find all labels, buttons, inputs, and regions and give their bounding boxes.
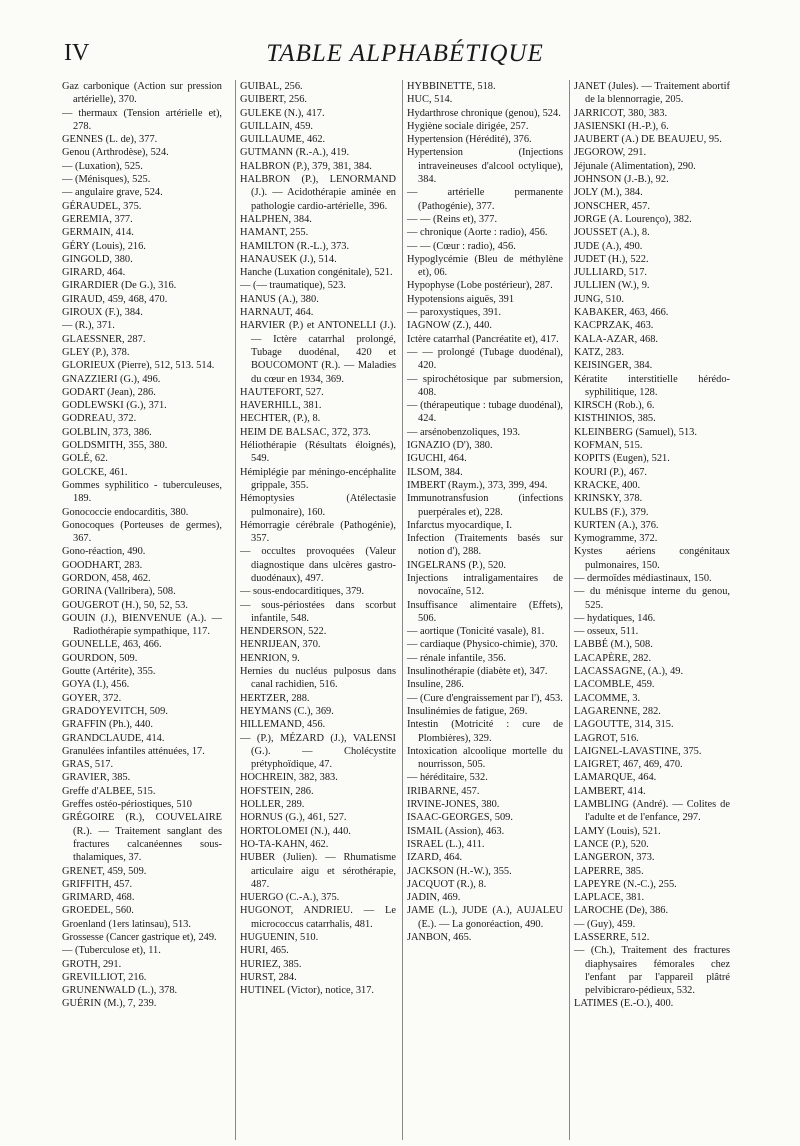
index-entry: KEISINGER, 384. bbox=[574, 360, 653, 372]
index-entry: Intestin (Motricité : cure de Plombières), 329. bbox=[407, 719, 563, 744]
index-entry: HAMILTON (R.-L.), 373. bbox=[240, 240, 350, 252]
index-entry: Gonococcie endocarditis, 380. bbox=[62, 506, 189, 518]
index-entry: JULLIARD, 517. bbox=[574, 267, 648, 279]
index-entry: HILLEMAND, 456. bbox=[240, 719, 326, 731]
index-entry: GOODHART, 283. bbox=[62, 559, 143, 571]
index-entry: KOURI (P.), 467. bbox=[574, 466, 648, 478]
index-entry: LAMBLING (André). — Colites de l'adulte et de l'enfance, 297. bbox=[574, 799, 730, 824]
index-entry: KACPRZAK, 463. bbox=[574, 320, 654, 332]
index-entry: Genou (Arthrodèse), 524. bbox=[62, 147, 169, 159]
index-entry: GENNES (L. de), 377. bbox=[62, 134, 158, 146]
index-entry: — (Ch.), Traitement des fractures diaphysaires fémorales chez l'enfant par l'appareil plâtré pelvibicraro-pédieux, 532. bbox=[574, 945, 730, 997]
index-entry: GROTH, 291. bbox=[62, 958, 122, 970]
index-entry: JULLIEN (W.), 9. bbox=[574, 280, 650, 292]
index-entry: GOLBLIN, 373, 386. bbox=[62, 426, 152, 438]
index-entry: Hémiplégie par méningo-encéphalite grippale, 355. bbox=[240, 466, 396, 491]
index-entry: Hanche (Luxation congénitale), 521. bbox=[240, 267, 393, 279]
index-entry: GLEY (P.), 378. bbox=[62, 346, 130, 358]
index-entry: GRUNENWALD (L.), 378. bbox=[62, 985, 178, 997]
index-entry: JADIN, 469. bbox=[407, 892, 461, 904]
index-entry: GORINA (Vallribera), 508. bbox=[62, 586, 176, 598]
index-entry: HUC, 514. bbox=[407, 94, 453, 106]
index-entry: IMBERT (Raym.), 373, 399, 494. bbox=[407, 479, 548, 491]
index-entry: IRVINE-JONES, 380. bbox=[407, 799, 500, 811]
index-entry: — artérielle permanente (Pathogénie), 377. bbox=[407, 187, 563, 212]
index-entry: HARNAUT, 464. bbox=[240, 307, 314, 319]
index-entry: Immunotransfusion (infections puerpérales et), 228. bbox=[407, 493, 563, 518]
index-entry: Intoxication alcoolique mortelle du nourrisson, 505. bbox=[407, 745, 563, 771]
index-entry: GERMAIN, 414. bbox=[62, 227, 134, 239]
page-number: IV bbox=[64, 40, 90, 66]
index-entry: LAGOUTTE, 314, 315. bbox=[574, 719, 674, 731]
index-entry: GRADOYEVITCH, 509. bbox=[62, 705, 168, 717]
index-entry: LAGARENNE, 282. bbox=[574, 705, 661, 717]
index-entry: LAMY (Louis), 521. bbox=[574, 825, 661, 837]
index-entry: — rénale infantile, 356. bbox=[407, 652, 506, 664]
index-entry: GUÉRIN (M.), 7, 239. bbox=[62, 998, 157, 1010]
index-entry: HENRIJEAN, 370. bbox=[240, 639, 321, 651]
index-entry: LACOMBLE, 459. bbox=[574, 679, 655, 691]
index-entry: LAPLACE, 381. bbox=[574, 892, 645, 904]
index-entry: HO-TA-KAHN, 462. bbox=[240, 838, 329, 850]
index-entry: GOYA (I.), 456. bbox=[62, 679, 130, 691]
index-entry: GRIMARD, 468. bbox=[62, 892, 135, 904]
index-entry: JANBON, 465. bbox=[407, 932, 472, 943]
index-entry: GODART (Jean), 286. bbox=[62, 386, 156, 398]
index-entry: — (— traumatique), 523. bbox=[240, 280, 346, 292]
index-entry: GULEKE (N.), 417. bbox=[240, 107, 325, 119]
index-entry: LACASSAGNE, (A.), 49. bbox=[574, 666, 684, 678]
index-entry: GREVILLIOT, 216. bbox=[62, 971, 147, 983]
index-entry: GRAFFIN (Ph.), 440. bbox=[62, 719, 153, 731]
index-entry: JUNG, 510. bbox=[574, 293, 624, 305]
index-entry: GLAESSNER, 287. bbox=[62, 333, 146, 345]
index-entry: KISTHINIOS, 385. bbox=[574, 413, 656, 425]
index-entry: GUILLAUME, 462. bbox=[240, 134, 326, 146]
index-entry: — — prolongé (Tubage duodénal), 420. bbox=[407, 346, 563, 372]
index-entry: IGUCHI, 464. bbox=[407, 453, 467, 465]
index-entry: Kératite interstitielle hérédo-syphilitique, 128. bbox=[574, 373, 730, 398]
index-entry: Gommes syphilitico - tuberculeuses, 189. bbox=[62, 479, 222, 505]
index-entry: IZARD, 464. bbox=[407, 852, 463, 864]
index-entry: JORGE (A. Lourenço), 382. bbox=[574, 213, 692, 225]
index-entry: KRACKE, 400. bbox=[574, 479, 641, 491]
index-entry: ILSOM, 384. bbox=[407, 466, 463, 478]
index-entry: Infarctus myocardique, I. bbox=[407, 519, 513, 531]
index-entry: GINGOLD, 380. bbox=[62, 253, 133, 265]
index-entry: LATIMES (E.-O.), 400. bbox=[574, 998, 674, 1010]
index-entry: HALBRON (P.), LENORMAND (J.). — Acidothérapie aminée en pathologie cardio-artérielle, 396. bbox=[240, 174, 396, 212]
index-entry: GRIFFITH, 457. bbox=[62, 878, 133, 890]
index-entry: HYBBINETTE, 518. bbox=[407, 81, 496, 92]
index-entry: HENRION, 9. bbox=[240, 652, 300, 664]
index-entry: ISAAC-GEORGES, 509. bbox=[407, 812, 513, 824]
index-entry: IAGNOW (Z.), 440. bbox=[407, 320, 492, 332]
index-entry: — (R.), 371. bbox=[62, 320, 115, 332]
index-entry: GIROUX (F.), 384. bbox=[62, 307, 143, 319]
index-entry: GNAZZIERI (G.), 496. bbox=[62, 373, 161, 385]
index-entry: Hypophyse (Lobe postérieur), 287. bbox=[407, 280, 553, 292]
index-entry: LACAPÈRE, 282. bbox=[574, 652, 652, 664]
index-entry: — (Tuberculose et), 11. bbox=[62, 945, 161, 957]
index-entry: — du ménisque interne du genou, 525. bbox=[574, 586, 730, 611]
index-entry: Granulées infantiles atténuées, 17. bbox=[62, 745, 205, 757]
index-entry: JARRICOT, 380, 383. bbox=[574, 107, 668, 119]
index-entry: INGELRANS (P.), 520. bbox=[407, 559, 506, 571]
index-entry: Gonocoques (Porteuses de germes), 367. bbox=[62, 519, 222, 545]
index-entry: JAUBERT (A.) DE BEAUJEU, 95. bbox=[574, 134, 722, 146]
index-entry: JAME (L.), JUDE (A.), AUJALEU (E.). — La gonoréaction, 490. bbox=[407, 905, 563, 930]
index-entry: — (thérapeutique : tubage duodénal), 424. bbox=[407, 400, 563, 425]
index-entry: GUIBERT, 256. bbox=[240, 94, 308, 106]
index-entry: LANGERON, 373. bbox=[574, 852, 655, 864]
index-entry: Hémoptysies (Atélectasie pulmonaire), 160. bbox=[240, 493, 396, 518]
index-entry: IRIBARNE, 457. bbox=[407, 785, 480, 797]
index-entry: JASIENSKI (H.-P.), 6. bbox=[574, 120, 669, 132]
index-entry: — occultes provoquées (Valeur diagnostique dans ulcères gastro-duodénaux), 497. bbox=[240, 546, 396, 584]
index-entry: GRAVIER, 385. bbox=[62, 772, 131, 784]
index-entry: Gaz carbonique (Action sur pression artérielle), 370. bbox=[62, 81, 222, 106]
index-entry: ISRAEL (L.), 411. bbox=[407, 838, 485, 850]
index-entry: KLEINBERG (Samuel), 513. bbox=[574, 426, 697, 438]
index-entry: KULBS (F.), 379. bbox=[574, 506, 649, 518]
index-entry: GUIBAL, 256. bbox=[240, 81, 303, 92]
index-entry: KIRSCH (Rob.), 6. bbox=[574, 400, 655, 412]
index-entry: Héliothérapie (Résultats éloignés), 549. bbox=[240, 440, 396, 465]
index-entry: HANAUSEK (J.), 514. bbox=[240, 253, 337, 265]
index-entry: HAUTEFORT, 527. bbox=[240, 386, 324, 398]
index-entry: — (Luxation), 525. bbox=[62, 160, 143, 172]
index-entry: Hypotensions aiguës, 391 bbox=[407, 293, 515, 305]
index-entry: GÉRY (Louis), 216. bbox=[62, 240, 146, 252]
index-entry: KURTEN (A.), 376. bbox=[574, 519, 659, 531]
index-entry: — dermoïdes médiastinaux, 150. bbox=[574, 572, 712, 584]
index-entry: KRINSKY, 378. bbox=[574, 493, 643, 505]
index-entry: LAIGNEL-LAVASTINE, 375. bbox=[574, 745, 702, 757]
index-column-3 bbox=[402, 80, 563, 1140]
index-entry: JUDET (H.), 522. bbox=[574, 253, 649, 265]
index-entry: LAMARQUE, 464. bbox=[574, 772, 657, 784]
index-entry: — (P.), MÉZARD (J.), VALENSI (G.). — Cholécystite prétyphoïdique, 47. bbox=[240, 732, 396, 771]
index-entry: LANCE (P.), 520. bbox=[574, 838, 649, 850]
index-entry: JOUSSET (A.), 8. bbox=[574, 227, 650, 239]
index-entry: HERTZER, 288. bbox=[240, 692, 310, 704]
index-entry: Gono-réaction, 490. bbox=[62, 546, 146, 558]
index-entry: LAMBERT, 414. bbox=[574, 785, 646, 797]
index-entry: GOYER, 372. bbox=[62, 692, 122, 704]
index-entry: Hypertension (Hérédité), 376. bbox=[407, 134, 532, 146]
index-entry: GOLDSMITH, 355, 380. bbox=[62, 440, 168, 452]
index-entry: HEIM DE BALSAC, 372, 373. bbox=[240, 426, 371, 438]
index-entry: — paroxystiques, 391. bbox=[407, 307, 502, 319]
index-entry: GIRAUD, 459, 468, 470. bbox=[62, 293, 168, 305]
index-entry: Hernies du nucléus pulposus dans canal rachidien, 516. bbox=[240, 666, 396, 691]
index-entry: Insuline, 286. bbox=[407, 679, 464, 691]
index-entry: JUDE (A.), 490. bbox=[574, 240, 643, 252]
index-entry: Goutte (Artérite), 355. bbox=[62, 666, 156, 678]
index-entry: GORDON, 458, 462. bbox=[62, 572, 151, 584]
index-entry: GODREAU, 372. bbox=[62, 413, 137, 425]
index-column-4 bbox=[569, 80, 730, 1140]
index-entry: Infection (Traitements basés sur notion d'), 288. bbox=[407, 533, 563, 558]
index-entry: KOPITS (Eugen), 521. bbox=[574, 453, 670, 465]
index-entry: HANUS (A.), 380. bbox=[240, 293, 319, 305]
index-entry: KALA-AZAR, 468. bbox=[574, 333, 658, 345]
index-entry: HUGONOT, ANDRIEU. — Le micrococcus catarrhalis, 481. bbox=[240, 905, 396, 930]
index-entry: HAMANT, 255. bbox=[240, 227, 309, 239]
index-entry: Kystes aériens congénitaux pulmonaires, 150. bbox=[574, 546, 730, 571]
index-entry: HARVIER (P.) et ANTONELLI (J.). — Ictère catarrhal prolongé, Tubage duodénal, 420 et BOUCOMONT (R.). — Maladies du cœur en 1934, 369. bbox=[240, 320, 396, 385]
index-entry: — — (Cœur : radio), 456. bbox=[407, 240, 516, 252]
index-entry: GIRARDIER (De G.), 316. bbox=[62, 280, 177, 292]
index-entry: HUBER (Julien). — Rhumatisme articulaire aigu et sérothérapie, 487. bbox=[240, 852, 396, 890]
index-entry: HORNUS (G.), 461, 527. bbox=[240, 812, 347, 824]
index-entry: — chronique (Aorte : radio), 456. bbox=[407, 227, 548, 239]
index-entry: JACQUOT (R.), 8. bbox=[407, 878, 487, 890]
index-entry: Injections intraligamentaires de novocaïne, 512. bbox=[407, 572, 563, 598]
index-entry: HOLLER, 289. bbox=[240, 799, 305, 811]
index-entry: HOFSTEIN, 286. bbox=[240, 785, 314, 797]
index-entry: HURI, 465. bbox=[240, 945, 289, 957]
index-entry: Grossesse (Cancer gastrique et), 249. bbox=[62, 932, 217, 943]
index-entry: HAVERHILL, 381. bbox=[240, 400, 322, 412]
index-entry: GOUGEROT (H.), 50, 52, 53. bbox=[62, 599, 188, 611]
index-entry: GOUIN (J.), BIENVENUE (A.). — Radiothérapie sympathique, 117. bbox=[62, 612, 222, 638]
index-entry: GEREMIA, 377. bbox=[62, 213, 133, 225]
index-entry: JOHNSON (J.-B.), 92. bbox=[574, 174, 669, 186]
index-entry: — sous-périostées dans scorbut infantile, 548. bbox=[240, 599, 396, 624]
index-entry: JACKSON (H.-W.), 355. bbox=[407, 865, 512, 877]
index-entry: LAPERRE, 385. bbox=[574, 865, 644, 877]
index-entry: JEGOROW, 291. bbox=[574, 147, 647, 159]
index-entry: Insulinothérapie (diabète et), 347. bbox=[407, 666, 548, 678]
index-entry: HUTINEL (Victor), notice, 317. bbox=[240, 985, 375, 997]
index-entry: GRENET, 459, 509. bbox=[62, 865, 147, 877]
index-entry: GRÉGOIRE (R.), COUVELAIRE (R.). — Traitement sanglant des fractures calcanéennes sous-thalamiques, 37. bbox=[62, 812, 222, 864]
index-entry: — cardiaque (Physico-chimie), 370. bbox=[407, 639, 558, 651]
index-entry: LASSERRE, 512. bbox=[574, 932, 650, 943]
index-entry: HALBRON (P.), 379, 381, 384. bbox=[240, 160, 372, 172]
index-entry: HURST, 284. bbox=[240, 971, 297, 983]
index-entry: — angulaire grave, 524. bbox=[62, 187, 163, 199]
index-entry: Hémorragie cérébrale (Pathogénie), 357. bbox=[240, 519, 396, 545]
index-entry: GOLCKE, 461. bbox=[62, 466, 128, 478]
index-entry: HALPHEN, 384. bbox=[240, 213, 312, 225]
index-entry: LAIGRET, 467, 469, 470. bbox=[574, 759, 683, 771]
index-entry: — héréditaire, 532. bbox=[407, 772, 488, 784]
index-entry: Hypoglycémie (Bleu de méthylène et), 06. bbox=[407, 253, 563, 279]
index-entry: — sous-endocarditiques, 379. bbox=[240, 586, 365, 598]
index-entry: Kymogramme, 372. bbox=[574, 533, 658, 545]
index-column-1 bbox=[62, 80, 222, 1140]
index-entry: HUERGO (C.-A.), 375. bbox=[240, 892, 340, 904]
index-entry: KOFMAN, 515. bbox=[574, 440, 643, 452]
index-entry: GOLÉ, 62. bbox=[62, 453, 108, 465]
index-entry: GODLEWSKI (G.), 371. bbox=[62, 400, 167, 412]
index-entry: GRAS, 517. bbox=[62, 759, 114, 771]
index-entry: GUTMANN (R.-A.), 419. bbox=[240, 147, 350, 159]
index-entry: GLORIEUX (Pierre), 512, 513. 514. bbox=[62, 360, 215, 372]
index-entry: LAPEYRE (N.-C.), 255. bbox=[574, 878, 677, 890]
index-entry: Greffe d'ALBEE, 515. bbox=[62, 785, 156, 797]
index-entry: — (Cure d'engraissement par l'), 453. bbox=[407, 692, 563, 704]
index-entry: HUGUENIN, 510. bbox=[240, 932, 319, 943]
index-entry: GUILLAIN, 459. bbox=[240, 120, 314, 132]
index-entry: — osseux, 511. bbox=[574, 626, 639, 638]
index-entry: Hydarthrose chronique (genou), 524. bbox=[407, 107, 561, 119]
page-header bbox=[60, 40, 750, 80]
index-entry: HEYMANS (C.), 369. bbox=[240, 705, 334, 717]
index-entry: — (Guy), 459. bbox=[574, 918, 636, 930]
index-entry: ISMAIL (Assion), 463. bbox=[407, 825, 505, 837]
index-entry: — aortique (Tonicité vasale), 81. bbox=[407, 626, 545, 638]
index-entry: LABBÉ (M.), 508. bbox=[574, 639, 653, 651]
index-entry: LAGROT, 516. bbox=[574, 732, 639, 744]
index-entry: Greffes ostéo-périostiques, 510 bbox=[62, 799, 192, 811]
index-entry: JANET (Jules). — Traitement abortif de la blennorragie, 205. bbox=[574, 81, 730, 106]
index-entry: HURIEZ, 385. bbox=[240, 958, 302, 970]
index-entry: GOURDON, 509. bbox=[62, 652, 138, 664]
index-entry: — — (Reins et), 377. bbox=[407, 213, 498, 225]
index-entry: Hygiène sociale dirigée, 257. bbox=[407, 120, 529, 132]
index-entry: Hypertension (Injections intraveineuses d'alcool octylique), 384. bbox=[407, 147, 563, 186]
index-columns bbox=[62, 80, 752, 1140]
index-entry: GÉRAUDEL, 375. bbox=[62, 200, 142, 212]
index-entry: HENDERSON, 522. bbox=[240, 626, 327, 638]
index-entry: IGNAZIO (D'), 380. bbox=[407, 440, 493, 452]
index-entry: — (Ménisques), 525. bbox=[62, 174, 151, 186]
index-entry: Jéjunale (Alimentation), 290. bbox=[574, 160, 696, 172]
index-entry: GIRARD, 464. bbox=[62, 267, 126, 279]
index-entry: HORTOLOMEI (N.), 440. bbox=[240, 825, 351, 837]
index-entry: Insuffisance alimentaire (Effets), 506. bbox=[407, 599, 563, 624]
index-entry: JOLY (M.), 384. bbox=[574, 187, 643, 199]
index-entry: — spirochétosique par submersion, 408. bbox=[407, 373, 563, 398]
index-entry: GOUNELLE, 463, 466. bbox=[62, 639, 162, 651]
index-entry: KATZ, 283. bbox=[574, 346, 624, 358]
index-entry: KABAKER, 463, 466. bbox=[574, 307, 669, 319]
index-entry: LACOMME, 3. bbox=[574, 692, 641, 704]
index-entry: — arsénobenzoliques, 193. bbox=[407, 426, 521, 438]
index-entry: GROEDEL, 560. bbox=[62, 905, 134, 917]
index-entry: HECHTER, (P.), 8. bbox=[240, 413, 321, 425]
index-entry: GRANDCLAUDE, 414. bbox=[62, 732, 165, 744]
index-entry: Groenland (1ers latinsau), 513. bbox=[62, 918, 191, 930]
index-entry: — thermaux (Tension artérielle et), 278. bbox=[62, 107, 222, 132]
index-entry: LAROCHE (De), 386. bbox=[574, 905, 669, 917]
index-entry: Insulinémies de fatigue, 269. bbox=[407, 705, 528, 717]
index-entry: HOCHREIN, 382, 383. bbox=[240, 772, 338, 784]
index-entry: JONSCHER, 457. bbox=[574, 200, 650, 212]
page-title: TABLE ALPHABÉTIQUE bbox=[266, 40, 544, 67]
index-column-2 bbox=[235, 80, 396, 1140]
index-entry: — hydatiques, 146. bbox=[574, 612, 656, 624]
index-entry: Ictère catarrhal (Pancréatite et), 417. bbox=[407, 333, 559, 345]
